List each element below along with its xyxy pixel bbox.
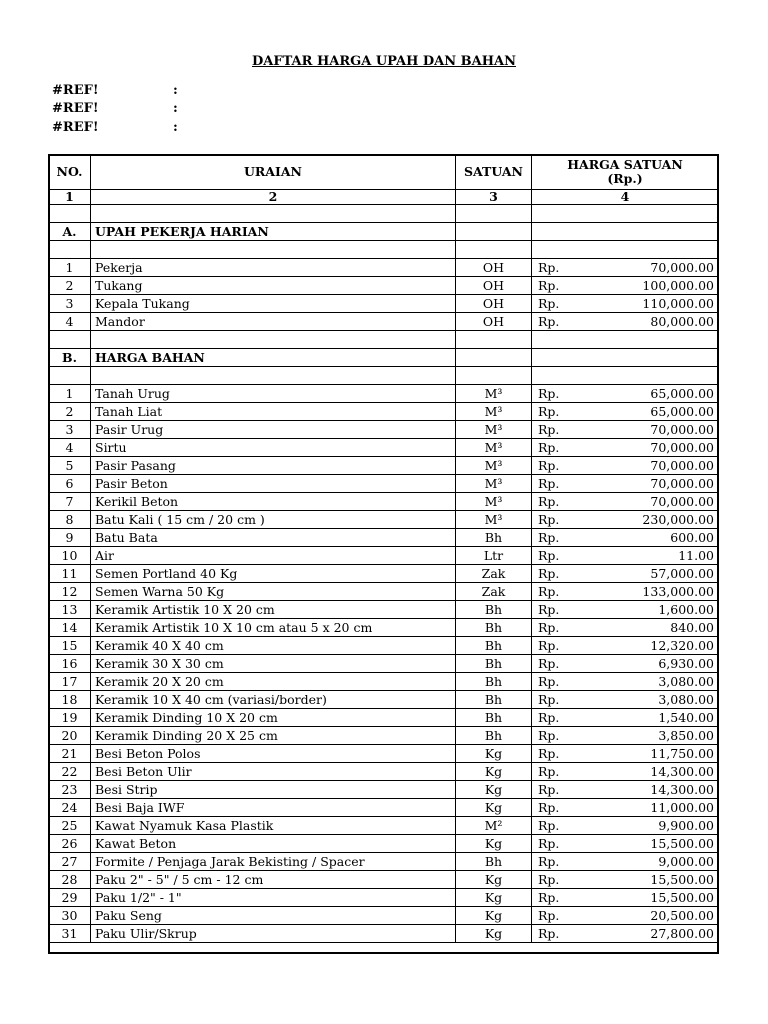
row-harga	[532, 439, 719, 457]
row-no: 29	[49, 889, 91, 907]
header-harga-line2: (Rp.)	[607, 171, 643, 186]
currency-label: Rp.	[538, 530, 560, 545]
price-table	[48, 154, 719, 943]
table-row	[49, 763, 719, 781]
row-harga	[532, 259, 719, 277]
currency-label: Rp.	[538, 764, 560, 779]
row-no: 8	[49, 511, 91, 529]
ref-label: #REF!	[52, 101, 99, 116]
row-no: 4	[49, 313, 91, 331]
table-row	[49, 727, 719, 745]
row-satuan: M³	[456, 439, 532, 457]
row-uraian: Batu Kali ( 15 cm / 20 cm )	[91, 511, 456, 529]
row-harga	[532, 637, 719, 655]
row-harga	[532, 745, 719, 763]
currency-label: Rp.	[538, 818, 560, 833]
price-value: 65,000.00	[650, 404, 714, 419]
row-harga	[532, 889, 719, 907]
ref-label: #REF!	[52, 120, 99, 135]
table-header-row	[49, 155, 719, 190]
row-no: 18	[49, 691, 91, 709]
header-satuan: SATUAN	[456, 155, 532, 190]
header-harga-line1: HARGA SATUAN	[567, 157, 683, 172]
row-no: 3	[49, 421, 91, 439]
row-no: 22	[49, 763, 91, 781]
row-harga	[532, 313, 719, 331]
row-no: 26	[49, 835, 91, 853]
row-uraian: Besi Beton Polos	[91, 745, 456, 763]
table-row	[49, 817, 719, 835]
price-value: 20,500.00	[650, 908, 714, 923]
currency-label: Rp.	[538, 404, 560, 419]
currency-label: Rp.	[538, 314, 560, 329]
section-title: UPAH PEKERJA HARIAN	[91, 223, 456, 241]
row-satuan: M³	[456, 385, 532, 403]
table-row	[49, 511, 719, 529]
price-value: 3,850.00	[658, 728, 714, 743]
row-satuan: Kg	[456, 763, 532, 781]
price-value: 15,500.00	[650, 872, 714, 887]
currency-label: Rp.	[538, 746, 560, 761]
row-satuan: M³	[456, 511, 532, 529]
row-harga	[532, 565, 719, 583]
table-row	[49, 439, 719, 457]
row-uraian: Pekerja	[91, 259, 456, 277]
row-satuan: Bh	[456, 637, 532, 655]
price-value: 57,000.00	[650, 566, 714, 581]
row-no: 7	[49, 493, 91, 511]
row-harga	[532, 673, 719, 691]
price-value: 12,320.00	[650, 638, 714, 653]
price-value: 9,900.00	[658, 818, 714, 833]
section-title: HARGA BAHAN	[91, 349, 456, 367]
row-uraian: Semen Warna 50 Kg	[91, 583, 456, 601]
table-row	[49, 601, 719, 619]
section-a-row	[49, 223, 719, 241]
row-harga	[532, 871, 719, 889]
row-uraian: Pasir Urug	[91, 421, 456, 439]
price-value: 15,500.00	[650, 836, 714, 851]
row-no: 15	[49, 637, 91, 655]
row-harga	[532, 691, 719, 709]
table-row	[49, 781, 719, 799]
row-satuan: OH	[456, 295, 532, 313]
price-value: 70,000.00	[650, 422, 714, 437]
currency-label: Rp.	[538, 548, 560, 563]
blank-row	[49, 205, 719, 223]
row-harga	[532, 547, 719, 565]
header-harga	[532, 155, 719, 190]
row-uraian: Kawat Nyamuk Kasa Plastik	[91, 817, 456, 835]
row-no: 16	[49, 655, 91, 673]
row-harga	[532, 529, 719, 547]
table-row	[49, 529, 719, 547]
row-harga	[532, 277, 719, 295]
row-satuan: OH	[456, 313, 532, 331]
row-harga	[532, 907, 719, 925]
row-satuan: M³	[456, 457, 532, 475]
price-value: 15,500.00	[650, 890, 714, 905]
row-no: 6	[49, 475, 91, 493]
table-row	[49, 493, 719, 511]
ref-colon: :	[173, 120, 178, 135]
row-no: 20	[49, 727, 91, 745]
row-satuan: Bh	[456, 727, 532, 745]
row-harga	[532, 817, 719, 835]
price-value: 11.00	[678, 548, 714, 563]
row-uraian: Besi Beton Ulir	[91, 763, 456, 781]
row-harga	[532, 403, 719, 421]
row-no: 2	[49, 403, 91, 421]
table-row	[49, 907, 719, 925]
row-uraian: Formite / Penjaga Jarak Bekisting / Spacer	[91, 853, 456, 871]
price-value: 3,080.00	[658, 674, 714, 689]
currency-label: Rp.	[538, 710, 560, 725]
table-row	[49, 853, 719, 871]
table-row	[49, 655, 719, 673]
currency-label: Rp.	[538, 566, 560, 581]
col-number: 2	[91, 190, 456, 205]
currency-label: Rp.	[538, 458, 560, 473]
currency-label: Rp.	[538, 800, 560, 815]
ref-label: #REF!	[52, 83, 99, 98]
row-satuan: Kg	[456, 871, 532, 889]
price-value: 6,930.00	[658, 656, 714, 671]
row-uraian: Semen Portland 40 Kg	[91, 565, 456, 583]
row-no: 30	[49, 907, 91, 925]
row-uraian: Besi Baja IWF	[91, 799, 456, 817]
row-no: 5	[49, 457, 91, 475]
header-uraian: URAIAN	[91, 155, 456, 190]
ref-line-1	[52, 83, 178, 98]
row-satuan: Kg	[456, 781, 532, 799]
row-satuan: Bh	[456, 691, 532, 709]
currency-label: Rp.	[538, 926, 560, 941]
currency-label: Rp.	[538, 260, 560, 275]
currency-label: Rp.	[538, 440, 560, 455]
price-value: 70,000.00	[650, 494, 714, 509]
row-satuan: Bh	[456, 601, 532, 619]
row-uraian: Batu Bata	[91, 529, 456, 547]
row-uraian: Keramik 10 X 40 cm (variasi/border)	[91, 691, 456, 709]
currency-label: Rp.	[538, 656, 560, 671]
table-row	[49, 457, 719, 475]
table-row	[49, 475, 719, 493]
row-uraian: Air	[91, 547, 456, 565]
row-uraian: Keramik Dinding 20 X 25 cm	[91, 727, 456, 745]
price-value: 230,000.00	[642, 512, 714, 527]
row-satuan: M³	[456, 403, 532, 421]
row-harga	[532, 475, 719, 493]
row-no: 1	[49, 259, 91, 277]
row-no: 19	[49, 709, 91, 727]
row-harga	[532, 763, 719, 781]
currency-label: Rp.	[538, 476, 560, 491]
row-satuan: Kg	[456, 925, 532, 943]
col-number: 1	[49, 190, 91, 205]
row-uraian: Paku 2" - 5" / 5 cm - 12 cm	[91, 871, 456, 889]
row-harga	[532, 925, 719, 943]
currency-label: Rp.	[538, 296, 560, 311]
price-value: 3,080.00	[658, 692, 714, 707]
price-value: 100,000.00	[642, 278, 714, 293]
price-value: 70,000.00	[650, 260, 714, 275]
currency-label: Rp.	[538, 620, 560, 635]
row-satuan: M³	[456, 475, 532, 493]
price-value: 600.00	[670, 530, 714, 545]
table-row	[49, 673, 719, 691]
section-code: A.	[49, 223, 91, 241]
row-no: 27	[49, 853, 91, 871]
currency-label: Rp.	[538, 728, 560, 743]
section-b-row	[49, 349, 719, 367]
currency-label: Rp.	[538, 836, 560, 851]
row-uraian: Keramik Artistik 10 X 20 cm	[91, 601, 456, 619]
row-uraian: Mandor	[91, 313, 456, 331]
table-row	[49, 691, 719, 709]
currency-label: Rp.	[538, 386, 560, 401]
row-no: 2	[49, 277, 91, 295]
row-uraian: Tukang	[91, 277, 456, 295]
row-uraian: Paku Ulir/Skrup	[91, 925, 456, 943]
currency-label: Rp.	[538, 278, 560, 293]
price-value: 11,750.00	[650, 746, 714, 761]
row-uraian: Sirtu	[91, 439, 456, 457]
table-row	[49, 835, 719, 853]
row-harga	[532, 385, 719, 403]
price-value: 840.00	[670, 620, 714, 635]
table-row	[49, 583, 719, 601]
currency-label: Rp.	[538, 782, 560, 797]
table-row	[49, 709, 719, 727]
blank-row	[49, 331, 719, 349]
row-uraian: Besi Strip	[91, 781, 456, 799]
row-satuan: Bh	[456, 655, 532, 673]
table-row	[49, 925, 719, 943]
table-row	[49, 565, 719, 583]
section-code: B.	[49, 349, 91, 367]
price-value: 14,300.00	[650, 764, 714, 779]
table-row	[49, 619, 719, 637]
row-no: 10	[49, 547, 91, 565]
ref-line-3	[52, 120, 178, 135]
col-number: 4	[532, 190, 719, 205]
table-row	[49, 637, 719, 655]
ref-line-2	[52, 101, 178, 116]
row-uraian: Pasir Pasang	[91, 457, 456, 475]
row-uraian: Pasir Beton	[91, 475, 456, 493]
row-satuan: Zak	[456, 583, 532, 601]
currency-label: Rp.	[538, 854, 560, 869]
row-uraian: Keramik 20 X 20 cm	[91, 673, 456, 691]
col-number: 3	[456, 190, 532, 205]
row-satuan: OH	[456, 277, 532, 295]
row-satuan: OH	[456, 259, 532, 277]
table-row	[49, 421, 719, 439]
row-uraian: Paku Seng	[91, 907, 456, 925]
row-no: 31	[49, 925, 91, 943]
currency-label: Rp.	[538, 638, 560, 653]
table-row	[49, 277, 719, 295]
row-no: 9	[49, 529, 91, 547]
price-value: 65,000.00	[650, 386, 714, 401]
currency-label: Rp.	[538, 512, 560, 527]
price-value: 11,000.00	[650, 800, 714, 815]
row-harga	[532, 781, 719, 799]
row-satuan: Kg	[456, 799, 532, 817]
row-no: 13	[49, 601, 91, 619]
row-satuan: Kg	[456, 745, 532, 763]
row-no: 21	[49, 745, 91, 763]
price-value: 70,000.00	[650, 440, 714, 455]
row-uraian: Keramik Dinding 10 X 20 cm	[91, 709, 456, 727]
row-uraian: Kepala Tukang	[91, 295, 456, 313]
row-harga	[532, 835, 719, 853]
row-harga	[532, 583, 719, 601]
row-harga	[532, 727, 719, 745]
price-value: 1,540.00	[658, 710, 714, 725]
price-value: 70,000.00	[650, 458, 714, 473]
row-satuan: Kg	[456, 907, 532, 925]
row-satuan: Kg	[456, 889, 532, 907]
row-harga	[532, 619, 719, 637]
header-no: NO.	[49, 155, 91, 190]
row-no: 25	[49, 817, 91, 835]
row-harga	[532, 493, 719, 511]
row-no: 4	[49, 439, 91, 457]
column-number-row	[49, 190, 719, 205]
row-no: 14	[49, 619, 91, 637]
price-value: 80,000.00	[650, 314, 714, 329]
row-satuan: M³	[456, 493, 532, 511]
price-value: 70,000.00	[650, 476, 714, 491]
row-satuan: Bh	[456, 529, 532, 547]
row-satuan: Bh	[456, 619, 532, 637]
row-harga	[532, 853, 719, 871]
table-row	[49, 799, 719, 817]
row-uraian: Kawat Beton	[91, 835, 456, 853]
price-value: 9,000.00	[658, 854, 714, 869]
row-satuan: Bh	[456, 673, 532, 691]
row-no: 28	[49, 871, 91, 889]
row-uraian: Keramik 30 X 30 cm	[91, 655, 456, 673]
row-harga	[532, 601, 719, 619]
currency-label: Rp.	[538, 890, 560, 905]
row-no: 1	[49, 385, 91, 403]
row-harga	[532, 655, 719, 673]
row-uraian: Kerikil Beton	[91, 493, 456, 511]
table-row	[49, 313, 719, 331]
currency-label: Rp.	[538, 908, 560, 923]
price-value: 133,000.00	[642, 584, 714, 599]
currency-label: Rp.	[538, 674, 560, 689]
row-no: 11	[49, 565, 91, 583]
row-uraian: Tanah Urug	[91, 385, 456, 403]
row-harga	[532, 457, 719, 475]
blank-row	[49, 241, 719, 259]
table-row	[49, 889, 719, 907]
row-satuan: Bh	[456, 709, 532, 727]
price-value: 27,800.00	[650, 926, 714, 941]
row-harga	[532, 511, 719, 529]
row-uraian: Keramik Artistik 10 X 10 cm atau 5 x 20 cm	[91, 619, 456, 637]
row-satuan: Ltr	[456, 547, 532, 565]
row-no: 17	[49, 673, 91, 691]
table-row	[49, 295, 719, 313]
row-satuan: Bh	[456, 853, 532, 871]
table-row	[49, 385, 719, 403]
page-title	[0, 54, 768, 69]
row-uraian: Keramik 40 X 40 cm	[91, 637, 456, 655]
currency-label: Rp.	[538, 872, 560, 887]
currency-label: Rp.	[538, 494, 560, 509]
table-row	[49, 745, 719, 763]
row-no: 24	[49, 799, 91, 817]
blank-row	[49, 367, 719, 385]
table-row	[49, 547, 719, 565]
price-value: 1,600.00	[658, 602, 714, 617]
row-satuan: M²	[456, 817, 532, 835]
ref-colon: :	[173, 83, 178, 98]
row-satuan: Kg	[456, 835, 532, 853]
row-harga	[532, 295, 719, 313]
row-no: 23	[49, 781, 91, 799]
ref-colon: :	[173, 101, 178, 116]
table-row	[49, 259, 719, 277]
row-uraian: Tanah Liat	[91, 403, 456, 421]
row-no: 3	[49, 295, 91, 313]
row-harga	[532, 799, 719, 817]
table-row	[49, 871, 719, 889]
row-uraian: Paku 1/2" - 1"	[91, 889, 456, 907]
currency-label: Rp.	[538, 584, 560, 599]
table-row	[49, 403, 719, 421]
page-title-text: DAFTAR HARGA UPAH DAN BAHAN	[251, 54, 516, 69]
currency-label: Rp.	[538, 602, 560, 617]
row-no: 12	[49, 583, 91, 601]
currency-label: Rp.	[538, 692, 560, 707]
row-satuan: Zak	[456, 565, 532, 583]
row-satuan: M³	[456, 421, 532, 439]
price-value: 110,000.00	[642, 296, 714, 311]
currency-label: Rp.	[538, 422, 560, 437]
price-value: 14,300.00	[650, 782, 714, 797]
row-harga	[532, 421, 719, 439]
row-harga	[532, 709, 719, 727]
